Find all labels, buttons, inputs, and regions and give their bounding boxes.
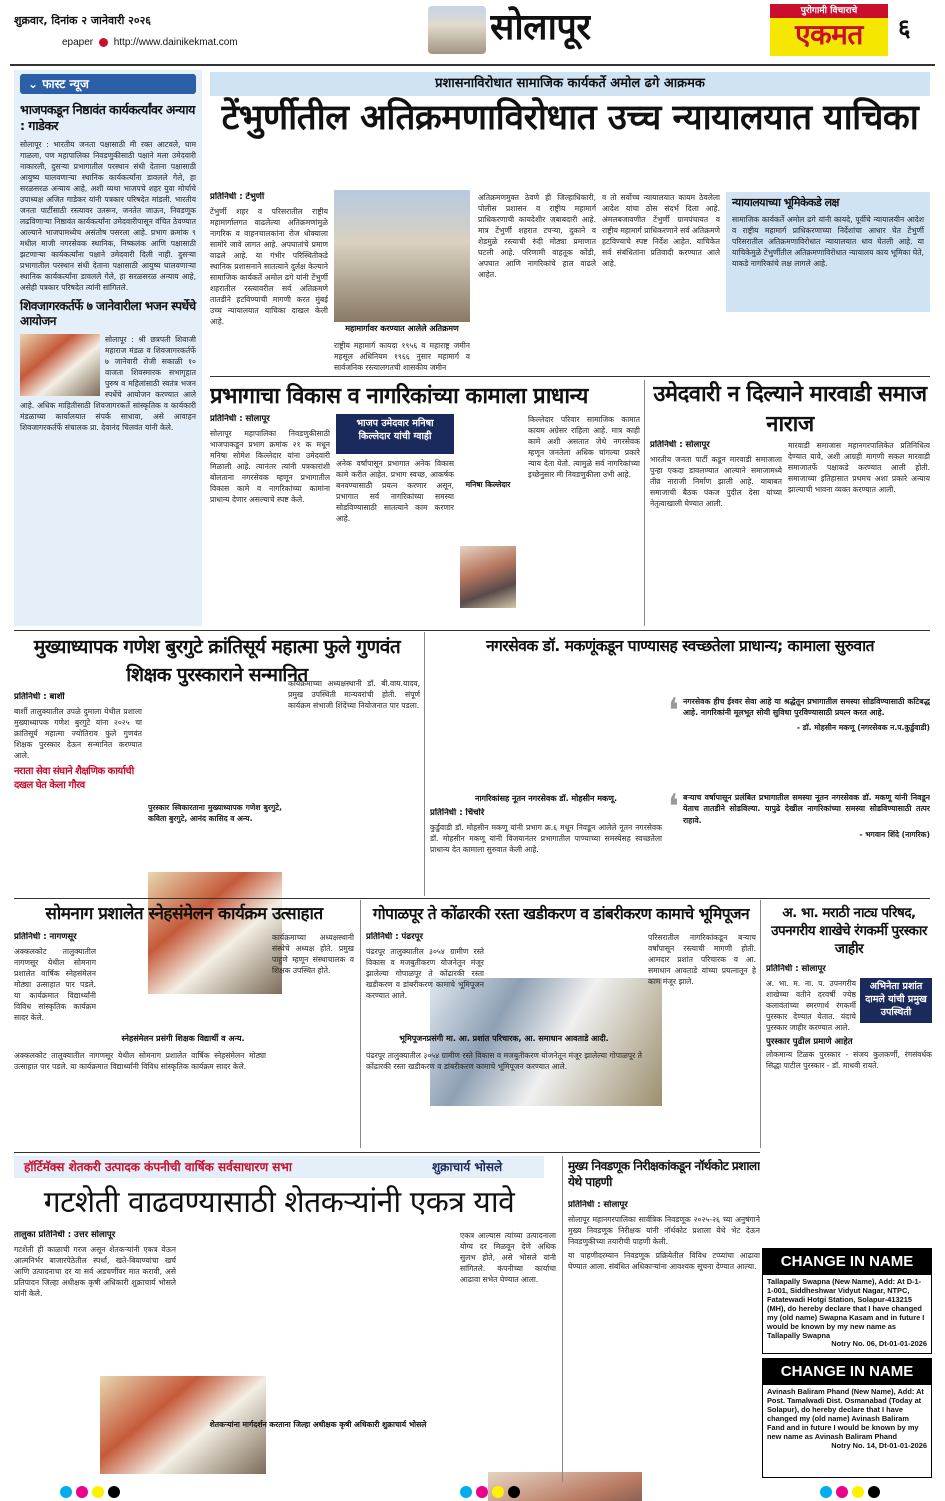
rule-4 — [14, 1152, 760, 1153]
story7-photo-caption: भूमिपूजनप्रसंगी मा. आ. प्रशांत परिचारक, आ. समाधान आवताडे आदी. — [399, 1034, 609, 1043]
registration-mark — [868, 1486, 880, 1498]
story4-body2: कार्यक्रमाच्या अध्यक्षस्थानी डॉ. बी.वाय.यादव, प्रमुख उपस्थिती मान्यवरांची होती. संपूर्ण कार्यक्रम संभाजी शिंदेंच्या नियोजनात पार पडला. — [288, 679, 420, 710]
story9-byline: तालुका प्रतिनिधी : उत्तर सोलापूर — [14, 1230, 116, 1240]
story4-body1: बार्शी तालुक्यातील उपळे दुमाला येथील प्रशाला मुख्याध्यापक गणेश बुरगुटे यांना २०२५ चा क्रांतिसूर्य महात्मा ज्योतिराव फुले गुणवंत शिक्षक पुरस्कार देऊन सन्मानित करण्यात आले. — [14, 707, 142, 761]
story7-col1 — [366, 932, 484, 1032]
fast-news-item1-title: भाजपकडून निष्ठावंत कार्यकर्त्यांवर अन्याय : गाडेकर — [20, 102, 195, 134]
rule-v3 — [360, 900, 361, 1148]
story1-col1 — [210, 192, 328, 342]
story1-photo — [334, 190, 470, 322]
rule-1 — [210, 376, 930, 377]
story10-body2: या पाहणीदरम्यान निवडणूक प्रक्रियेतील विविध टप्प्यांचा आढावा घेण्यात आला. संबंधित अधिकाऱ्यांना आवश्यक सूचना देण्यात आल्या. — [568, 1251, 760, 1272]
masthead-skyline-icon — [428, 6, 486, 54]
story10-byline: प्रतिनिधी : सोलापूर — [568, 1200, 628, 1210]
story8-byline: प्रतिनिधी : सोलापूर — [766, 964, 826, 974]
story3-col1 — [650, 440, 782, 626]
registration-mark — [76, 1486, 88, 1498]
registration-mark — [108, 1486, 120, 1498]
story9-speaker: शुक्राचार्य भोसले — [432, 1160, 503, 1174]
registration-mark — [92, 1486, 104, 1498]
classified-1-body: Tallapally Swapna (New Name), Add: At D-1-1-001, Siddheshwar Vidyut Nagar, NTPC, Fatatewadi Hotgi Station, Solapur-413215 (MH), do hereby declare that I have changed my (old name) Swapna Kasam and in future I would be known by my new name as Tallapally Swapna Notry No. 06, Dt-01-01-2026 — [767, 1277, 927, 1349]
rule-3 — [14, 898, 930, 899]
epaper-url[interactable]: http://www.dainikekmat.com — [113, 37, 238, 48]
masthead-date: शुक्रवार, दिनांक २ जानेवारी २०२६ — [14, 14, 152, 27]
story2-box: भाजप उमेदवार मनिषा किल्लेदार यांची ग्वाही — [336, 414, 454, 454]
story1-photo-sub: राष्ट्रीय महामार्ग कायदा १९५६ व महाराष्ट्र जमीन महसूल अधिनियम १९६६ नुसार महामार्ग व सार्वजनिक रस्त्यालगतची शासकीय जमीन — [334, 341, 470, 372]
story1-sidebox — [726, 192, 930, 312]
story6-body1: अक्कलकोट तालुक्यातील नागणसूर येथील सोमनाग प्रशालेत वार्षिक स्नेहसंमेलन मोठ्या उत्साहात पार पडले. या कार्यक्रमात विद्यार्थ्यांनी विविध सांस्कृतिक कार्यक्रम सादर केले. — [14, 947, 96, 1023]
story8-headline: अ. भा. मराठी नाट्य परिषद, उपनगरीय शाखेचे रंगकर्मी पुरस्कार जाहीर — [771, 905, 927, 958]
registration-mark — [820, 1486, 832, 1498]
story9-body2: एकत्र आल्यास त्यांच्या उत्पादनाला योग्य दर मिळवून देणे अधिक सुलभ होते, असे भोसले यांनी सांगितले. कंपनीच्या कार्याचा आढावा सभेत घेण्यात आला. — [460, 1231, 556, 1284]
story5-photo-caption: नागरिकांसह नूतन नगरसेवक डॉ. मोहसीन मकणू. — [475, 794, 617, 803]
rule-v2 — [424, 632, 425, 896]
story3-col2 — [788, 440, 930, 626]
story1-col2 — [478, 192, 596, 372]
story7-byline: प्रतिनिधी : पंढरपूर — [366, 932, 423, 942]
story8-award-title: पुरस्कार पुढील प्रमाणे आहेत — [766, 1037, 853, 1048]
story4-col2 — [288, 678, 420, 892]
story9-col2 — [460, 1230, 556, 1478]
story7-col1-cont: पंढरपूर तालुक्यातील ३०५४ ग्रामीण रस्ते विकास व मजबुतीकरण योजनेतून मंजूर झालेल्या गोपाळपूर ते कोंढारकी रस्ता खडीकरण व डांबरीकरण कामाचे भूमिपूजन करण्यात आले. — [366, 1051, 642, 1071]
story5-col1 — [430, 808, 662, 894]
rule-v1 — [644, 380, 645, 626]
registration-strip — [0, 1484, 945, 1501]
epaper-label: epaper — [62, 37, 94, 48]
story10-headline: मुख्य निवडणूक निरीक्षकांकडून नॉर्थकोट प्रशाला येथे पाहणी — [568, 1159, 760, 1190]
epaper-icon — [99, 38, 108, 47]
story7-headline: गोपाळपूर ते कोंढारकी रस्ता खडीकरण व डांबरीकरण कामाचे भूमिपूजन — [372, 905, 750, 923]
story4-col1 — [14, 692, 142, 892]
story5-byline: प्रतिनिधी : चिंचोरे — [430, 808, 485, 818]
story4-byline: प्रतिनिधी : बार्शी — [14, 692, 65, 702]
quote-icon: ❛ — [668, 792, 679, 827]
story3-headline: उमेदवारी न दिल्याने मारवाडी समाज नाराज — [653, 382, 927, 437]
story1-side-title: न्यायालयाच्या भूमिकेकडे लक्ष — [732, 196, 839, 209]
story3-byline: प्रतिनिधी : सोलापूर — [650, 440, 710, 450]
story9-label-band — [14, 1156, 544, 1178]
story3-body1: भारतीय जनता पार्टी कडून मारवाडी समाजाला पुन्हा एकदा डावलण्यात आल्याने समाजामध्ये तीव्र नाराजी निर्माण झाली आहे. याबाबत समाजाची बैठक पंकज पुदील देसा यांच्या नेतृत्वाखाली घेण्यात आली. — [650, 455, 782, 509]
story4-headline: मुख्याध्यापक गणेश बुरगुटे क्रांतिसूर्य महात्मा फुले गुणवंत शिक्षक पुरस्काराने सन्मानित — [33, 636, 401, 686]
story5-headline: नगरसेवक डॉ. मकणूंकडून पाण्यासह स्वच्छतेला प्राधान्य; कामाला सुरुवात — [486, 637, 874, 655]
story2-portrait-name: मनिषा किल्लेदार — [465, 480, 511, 489]
edition-title: सोलापूर — [490, 7, 591, 48]
story2-col2 — [336, 458, 454, 624]
brand-slogan: पुरोगामी विचाराचे — [770, 4, 888, 18]
fast-news-item2-body: सोलापूर : श्री छत्रपती शिवाजी महाराज मंडळ व शिवजागरकर्तर्फे ७ जानेवारी रोजी सकाळी १० वाजता शिवस्मारक सभागृहात पुरुष व महिलांसाठी स्वतंत्र भजन स्पर्धेचे आयोजन करण्यात आले आहे. अधिक माहितीसाठी शिवजागरकर्ते सांस्कृतिक व कार्यकारी मंडळाच्या कार्यालयात संपर्क साधावा, असे आवाहन शिवजागरकर्तर्फे संचालक प्रा. देवानंद चिलवंत यांनी केले. — [20, 334, 196, 432]
story9-photo-caption: शेतकऱ्यांना मार्गदर्शन करताना जिल्हा अधीक्षक कृषी अधिकारी शुक्राचार्य भोसले — [209, 1420, 427, 1429]
story10-body1: सोलापूर महानगरपालिका सार्वत्रिक निवडणूक २०२५-२६ च्या अनुषंगाने मुख्य निवडणूक निरीक्षक यांनी नॉर्थकोट प्रशाला येथे भेट देऊन निवडणुकीच्या तयारीची पाहणी केली. — [568, 1215, 760, 1247]
story10-col — [568, 1200, 760, 1480]
fast-news-item1-body: सोलापूर : भारतीय जनता पक्षासाठी मी रक्त आटवले, घाम गाळला, पण महापालिका निवडणुकीसाठी पक्षाने मला उमेदवारी नाकारली, दुसऱ्या प्रभागातील परस्थान संधी देताना पक्षासाठी आयुष्य घालवणाऱ्या स्थानिक कार्यकर्त्यांना डावलले गेले, हा सरळसरळ अन्याय आहे, अशी व्यथा भाजपचे शहर युवा मोर्चाचे उपाध्यक्ष अजित गाडेकर यांनी पत्रकार परिषदेत मांडली. भारतीय जनता पार्टीसाठी रस्त्यावर उतरून, जनतेत जाऊन, निवडणूक लढविणाऱ्या निष्ठावंत कार्यकर्त्यांना उमेदवारीपासून वंचित ठेवण्यात आल्याने भाजपामध्येच असंतोष पसरला आहे. प्रभाग क्रमांक ९ मधील माजी नगरसेवक स्थानिक, निष्कलंक आणि पक्षासाठी झटणाऱ्या कार्यकर्त्यांना पक्षाने उमेदवारी दिली नाही. दुसऱ्या प्रभागातील परस्थान संधी देताना पक्षासाठी आयुष्य घालवणाऱ्या स्थानिक कार्यकर्त्यांना डावलले गेले, हा सरळसरळ अन्याय आहे, असेही पत्रकार परिषदेत त्यांनी सांगितले. — [20, 139, 196, 292]
masthead — [0, 0, 945, 62]
quote-icon: ❛ — [668, 696, 679, 731]
story9-label: हॉर्टिमॅक्स शेतकरी उत्पादक कंपनीची वार्षिक सर्वसाधारण सभा — [24, 1160, 292, 1174]
story2-headline: प्रभागाचा विकास व नागरिकांच्या कामाला प्राधान्य — [210, 384, 588, 409]
registration-mark — [508, 1486, 520, 1498]
story8-award-body: लोकमान्य टिळक पुरस्कार - संजय कुलकर्णी, रंगसंवर्धक सिद्धा पाटील पुरस्कार - डॉ. माधवी रायते. — [766, 1049, 932, 1070]
registration-mark — [476, 1486, 488, 1498]
story1-col3 — [602, 192, 720, 372]
story1-body3: व तो सर्वोच्च न्यायालयात कायम ठेवलेला आदेश यांचा ठोस संदर्भ दिला आहे. अंमलबजावणीत टेंभुर्णी ग्रामपंचायत व राष्ट्रीय महामार्ग प्राधिकरणाने सर्व अतिक्रमणे हटविण्याचे स्पष्ट निर्देश आहेत. याचिकेत सर्व संबंधितांना प्रतिवादी करण्यात आले आहे. — [602, 193, 720, 268]
chevron-down-icon: ⌄ — [28, 77, 43, 91]
rule-2 — [14, 630, 930, 631]
page-number: ६ — [898, 14, 910, 42]
story8-box: अभिनेता प्रशांत दामले यांची प्रमुख उपस्थिती — [860, 978, 932, 1022]
story2-body2: अनेक वर्षांपासून प्रभागात अनेक विकास कामे करीत आहेत. प्रभाग स्वच्छ, आकर्षक बनवण्यासाठी प्रयत्न करणार असून, प्रभागात सर्व नागरिकांच्या समस्या सोडविण्यासाठी सातत्याने काम करणार आहे. — [336, 459, 454, 523]
story1-body1: टेंभुर्णी शहर व परिसरातील राष्ट्रीय महामार्गालगत वाढलेल्या अतिक्रमणांमुळे नागरिक व वाहनचालकांना रोज धोक्याला सामोरे जावे लागत आहे. अपघातांचे प्रमाण वाढले आहे. या गंभीर परिस्थितीकडे स्थानिक प्रशासनाने सातत्याने दुर्लक्ष केल्याने सामाजिक कार्यकर्ते अमोल ढगे यांनी टेंभुर्णी शहरातील रस्त्यावरील सर्व अतिक्रमणे तातडीने हटविण्याची मागणी करत मुंबई उच्च न्यायालयात याचिका दाखल केली आहे. — [210, 207, 328, 327]
story1-byline: प्रतिनिधी : टेंभुर्णी — [210, 192, 265, 202]
registration-mark — [460, 1486, 472, 1498]
story2-body3: किल्लेदार परिवार सामाजिक कामात कायम अग्रेसर राहिला आहे. मात्र काही कामे अशी असतात जेथे नगरसेवक म्हणून जनतेला अधिक चांगल्या प्रकारे न्याय देता येतो. त्यामुळे सर्व नागरिकांच्या इच्छेनुसार मी निवडणुकीला उभी आहे. — [528, 415, 640, 479]
story5-quote2: ❛ बऱ्याच वर्षापासून प्रलंबित प्रभागातील समस्या नूतन नगरसेवक डॉ. मकणू यांनी निवडून येताच तातडीने सोडविल्या. यापुढे देखील नागरिकांच्या समस्या सोडविण्यासाठी तत्पर राहावे. - भगवान शिंदे (नागरिक) — [668, 792, 930, 839]
fast-news-badge: ⌄ फास्ट न्यूज — [20, 74, 196, 94]
story6-headline: सोमनाग प्रशालेत स्नेहसंमेलन कार्यक्रम उत्साहात — [45, 904, 323, 924]
story1-kicker: प्रशासनाविरोधात सामाजिक कार्यकर्ते अमोल ढगे आक्रमक — [210, 72, 930, 96]
story6-photo-caption: स्नेहसंमेलन प्रसंगी शिक्षक विद्यार्थी व अन्य. — [121, 1034, 245, 1043]
story9-body1: गटशेती ही काळाची गरज असून शेतकऱ्यांनी एकत्र येऊन आत्मनिर्भर बाजारपेठेतील स्पर्धा, खते-बियाण्यांचा खर्च आणि उत्पादनाचा दर या सर्व अडचणींवर मात करावी, असे प्रतिपादन जिल्हा अधीक्षक कृषी अधिकारी शुक्राचार्य भोसले यांनी केले. — [14, 1245, 176, 1299]
story4-photo — [148, 872, 282, 994]
story9-col1 — [14, 1230, 176, 1478]
story2-byline: प्रतिनिधी : सोलापूर — [210, 414, 270, 424]
story6-col2 — [272, 932, 354, 1142]
story9-headline: गटशेती वाढवण्यासाठी शेतकऱ्यांनी एकत्र यावे — [43, 1185, 515, 1220]
classified-2-body: Avinash Baliram Phand (New Name), Add: At Post. Tamalwadi Dist. Osmanabad (Today at Solapur), do hereby declare that I have changed my (old name) Avinash Baliram Fand and in future I would be known by my new name as Avinash Baliram Phand Notry No. 14, Dt-01-01-2026 — [767, 1387, 927, 1450]
classified-ad-1 — [762, 1248, 932, 1354]
fast-news-item2-title: शिवजागरकर्तर्फे ७ जानेवारीला भजन स्पर्धेचे आयोजन — [20, 298, 196, 329]
story1-side-body: सामाजिक कार्यकर्ते अमोल ढगे यांनी कायदे, पूर्वीचे न्यायालयीन आदेश व राष्ट्रीय महामार्ग प्राधिकरणाच्या निर्देशांचा आधार घेत टेंभुर्णी परिसरातील अतिक्रमणाविरोधात न्यायालयात धाव घेतली आहे. या याचिकेमुळे टेंभुर्णीतील अतिक्रमणाविरोधात न्यायालय काय भूमिका घेते, याकडे नागरिकांचे लक्ष लागले आहे. — [732, 214, 924, 268]
story7-body1: पंढरपूर तालुक्यातील ३०५४ ग्रामीण रस्ते विकास व मजबुतीकरण योजनेतून मंजूर झालेल्या गोपाळपूर ते कोंढारकी रस्ता खडीकरण व डांबरीकरण कामाचे भूमिपूजन करण्यात आले. — [366, 947, 484, 1001]
brand-logo: एकमत — [795, 18, 863, 52]
story3-body2: मारवाडी समाजास महानगरपालिकेत प्रतिनिधित्व देण्यात यावे, अशी आग्रही मागणी सकल मारवाडी समाजातर्फे पक्षाकडे करण्यात आली होती. समाजाच्या इतिहासात प्रथमच अशा प्रकारे अन्याय झाल्याची भावना व्यक्त करण्यात आली. — [788, 441, 930, 494]
story8-body1: अ. भा. म. ना. प. उपनगरीय शाखेच्या वतीने दरवर्षी ज्येष्ठ कलावंतांच्या स्मरणार्थ रंगकर्मी पुरस्कार देण्यात येतात. यंदाचे पुरस्कार जाहीर करण्यात आले. — [766, 979, 856, 1033]
story7-body2: परिसरातील नागरिकांकडून बऱ्याच वर्षांपासून रस्त्याची मागणी होती. आमदार प्रशांत परिचारक व आ. समाधान आवताडे यांच्या प्रयत्नातून हे काम मंजूर झाले. — [648, 933, 756, 986]
story6-col1 — [14, 932, 96, 1032]
brand-box — [770, 4, 888, 56]
story2-portrait — [460, 546, 516, 608]
story5-body1: कुर्डुवाडी डॉ. मोहसीन मकणू यांनी प्रभाग क्र.६ मधून निवडून आलेले नूतन नगरसेवक डॉ. मोहसीन मकणू यांनी विजयानंतर प्रभागातील पाण्याच्या समस्येसह स्वच्छतेला प्राधान्य देत कामाला सुरुवात केली आहे. — [430, 823, 662, 855]
registration-mark — [836, 1486, 848, 1498]
masthead-rule — [10, 64, 935, 66]
story1-body2: अतिक्रमणमुक्त ठेवणे ही जिल्हाधिकारी, पोलीस प्रशासन व राष्ट्रीय महामार्ग प्राधिकरणाची कायदेशीर जबाबदारी आहे. मात्र टेंभुर्णी शहरात टपऱ्या, दुकाने व शेडमुळे रस्त्याची रुंदी मोठ्या प्रमाणात घटली आहे. परिणामी वाहतूक कोंडी, अपघात आणि नागरिकांचे हाल वाढले आहेत. — [478, 193, 596, 279]
story8-col — [766, 964, 932, 1236]
fast-news-column — [14, 70, 202, 626]
story2-col1 — [210, 414, 330, 624]
story1-headline: टेंभुर्णीतील अतिक्रमणाविरोधात उच्च न्यायालयात याचिका — [221, 98, 919, 138]
story5-quote1: ❛ नगरसेवक हीच ईश्वर सेवा आहे या श्रद्धेतून प्रभागातील समस्या सोडविण्यासाठी कटिबद्ध आहे. नागरिकांनी मूलभूत सोयी सुविधा पुरविण्यासाठी प्रयत्न करत आहे. - डॉ. मोहसीन मकणू (नगरसेवक न.प.कुर्डुवाडी) — [668, 696, 930, 732]
epaper-line — [62, 36, 238, 50]
rule-v5 — [562, 1156, 563, 1482]
registration-mark — [60, 1486, 72, 1498]
fast-news-photo — [20, 334, 100, 396]
story1-photo-caption: महामार्गावर करण्यात आलेले अतिक्रमण — [345, 324, 459, 333]
story4-subtitle: नराता सेवा संघाने शैक्षणिक कार्याची दखल घेत केला गौरव — [14, 766, 134, 791]
story2-body1: सोलापूर महापालिका निवडणुकीसाठी भाजपाकडून प्रभाग क्रमांक २१ क मधून मनिषा सोमेश किल्लेदार यांना उमेदवारी मिळाली आहे. त्यानंतर त्यांनी पत्रकारांशी बोलताना नगरसेवक म्हणून प्रभागातील विकास कामे व नागरिकांच्या कामांना प्राधान्य देणार असल्याचे स्पष्ट केले. — [210, 429, 330, 505]
registration-mark — [492, 1486, 504, 1498]
rule-v4 — [760, 900, 761, 1148]
story4-photo-caption: पुरस्कार स्विकारताना मुख्याध्यापक गणेश बुरगुटे, कविता बुरगुटे, आनंद कासिद व अन्य. — [148, 803, 282, 823]
classified-1-head: CHANGE IN NAME — [763, 1249, 931, 1275]
story6-byline: प्रतिनिधी : नागणसूर — [14, 932, 77, 942]
story6-body2: कार्यक्रमाच्या अध्यक्षस्थानी संस्थेचे अध्यक्ष होते. प्रमुख पाहुणे म्हणून संस्थाचालक व शिक्षक उपस्थित होते. — [272, 933, 354, 975]
story2-col3 — [528, 414, 640, 624]
registration-mark — [852, 1486, 864, 1498]
story7-col2 — [648, 932, 756, 1144]
classified-2-head: CHANGE IN NAME — [763, 1359, 931, 1385]
classified-ad-2 — [762, 1358, 932, 1478]
story6-col1-cont: अक्कलकोट तालुक्यातील नागणसूर येथील सोमनाग प्रशालेत वार्षिक स्नेहसंमेलन मोठ्या उत्साहात पार पडले. या कार्यक्रमात विद्यार्थ्यांनी विविध सांस्कृतिक कार्यक्रम सादर केले. — [14, 1051, 266, 1071]
